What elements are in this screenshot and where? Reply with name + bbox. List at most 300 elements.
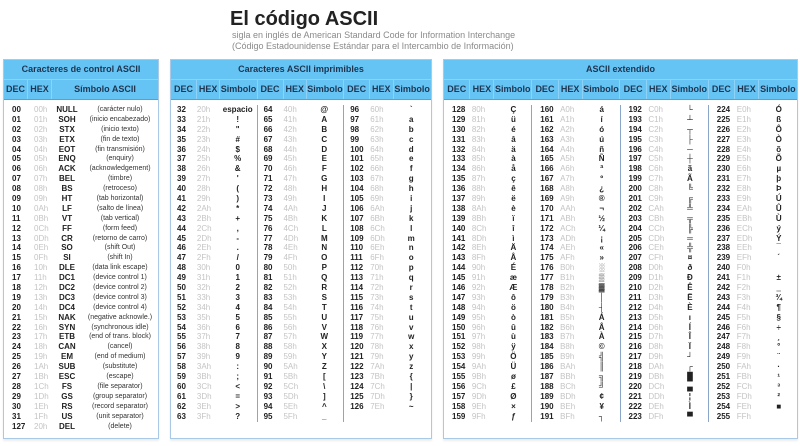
symbol-value: Ò [775,134,782,144]
table-row [532,263,619,273]
dec-value: 197 [628,154,642,164]
description-value: (acknowledgement) [89,165,151,173]
table-row [4,174,158,184]
dec-value: 101 [350,154,364,164]
hex-value: D3h [648,292,663,302]
dec-value: 201 [628,194,642,204]
dec-value: 129 [452,114,466,124]
table-row [344,352,431,362]
hex-value: D9h [648,352,663,362]
symbol-value: ┼ [687,154,693,164]
table-row [4,332,158,342]
table-row [258,332,344,342]
hex-value: D0h [648,263,663,273]
dec-value: 141 [452,233,466,243]
dec-value: 37 [177,154,186,164]
symbol-value: ▒ [598,273,605,283]
hex-value: DBh [648,372,664,382]
table-row [4,135,158,145]
dec-value: 255 [716,411,731,421]
symbol-value: k [408,213,414,223]
hex-value: 3Ch [196,381,212,391]
description-value: (delete) [108,422,132,430]
table-row [258,303,344,313]
hex-value: FEh [736,401,752,411]
hex-value: 47h [283,174,297,184]
hex-value: 83h [471,134,486,144]
table-row [709,313,797,323]
hex-value: FBh [736,372,752,382]
symbol-value: l [410,223,413,233]
table-row [532,352,619,362]
hex-value: E8h [736,184,751,194]
table-row [258,184,344,194]
symbol-value: US [61,411,73,421]
hex-value: 98h [471,342,486,352]
symbol-value: § [776,312,781,322]
table-row [532,145,619,155]
hex-value: 6Bh [370,213,385,223]
table-row [621,323,708,333]
dec-value: 162 [540,124,554,134]
symbol-value: ¿ [599,184,605,194]
col-header-hex: HEX [370,80,393,99]
dec-value: 128 [452,105,466,114]
symbol-value: ¨ [777,352,781,362]
symbol-value: E [321,154,327,164]
table-row [709,372,797,382]
table-row [621,352,708,362]
symbol-value: ´ [777,253,781,263]
dec-value: 21 [12,312,21,322]
description-value: (carácter nulo) [97,106,143,113]
hex-value: F7h [736,332,751,342]
dec-value: 123 [350,372,364,382]
hex-value: 36h [196,322,211,332]
dec-value: 131 [452,134,466,144]
hex-value: DFh [648,411,664,421]
dec-value: 239 [716,253,731,263]
table-row [532,303,619,313]
hex-value: 06h [34,164,48,174]
hex-value: BBh [560,372,576,382]
symbol-value: Z [321,362,327,372]
dec-value: 51 [177,292,186,302]
dec-value: 73 [263,194,273,204]
symbol-value: espacio [222,105,253,114]
table-row [444,382,531,392]
symbol-value: $ [235,144,240,154]
symbol-value: ▄ [687,381,693,391]
dec-value: 203 [628,213,642,223]
symbol-value: ¥ [599,401,604,411]
symbol-value: ┐ [598,411,605,421]
table-row [258,214,344,224]
dec-value: 229 [716,154,731,164]
dec-value: 176 [540,263,554,273]
description-value: (synchronous idle) [91,323,149,331]
dec-value: 86 [263,322,273,332]
dec-value: 158 [452,401,466,411]
hex-value: DEh [648,401,664,411]
table-row [344,174,431,184]
dec-value: 237 [716,233,731,243]
table-row [444,412,531,422]
dec-value: 64 [263,105,273,114]
hex-value: 3Fh [196,411,211,421]
dec-value: 184 [540,342,554,352]
symbol-value: ─ [687,144,693,154]
symbol-value: FS [61,381,73,391]
symbol-value: * [236,203,240,213]
symbol-value: Ë [687,292,693,302]
dec-value: 41 [177,194,186,204]
dec-value: 39 [177,174,186,184]
table-row [171,204,257,214]
extended-table-body [444,100,797,422]
hex-value: 64h [370,144,384,154]
table-row [621,105,708,115]
description-value: (tab vertical) [100,214,140,222]
symbol-value: & [234,164,241,174]
hex-value: 26h [196,164,211,174]
hex-value: 17h [34,332,48,342]
table-row [709,164,797,174]
hex-value: BCh [560,381,576,391]
hex-value: 4Bh [283,213,298,223]
table-row [4,362,158,372]
symbol-value: + [235,213,241,223]
col-header-symbol: Simbolo [760,84,796,94]
dec-value: 219 [628,372,642,382]
symbol-value: ETB [59,332,75,342]
dec-value: 206 [628,243,642,253]
col-header-dec: DEC [344,80,370,99]
hex-value: 13h [34,292,48,302]
symbol-value: à [511,154,516,164]
symbol-value: ¤ [687,253,693,263]
hex-value: 85h [471,154,486,164]
dec-value: 242 [716,283,731,293]
hex-value: 7Eh [370,401,385,411]
symbol-value: Y [321,352,327,362]
symbol-value: ì [512,233,515,243]
hex-value: B8h [560,342,575,352]
table-row [344,145,431,155]
dec-value: 97 [350,114,360,124]
hex-value: 14h [34,302,48,312]
hex-value: DCh [648,381,665,391]
dec-value: 132 [452,144,466,154]
description-value: (shift In) [107,254,133,262]
symbol-value: x [408,342,414,352]
dec-value: 186 [540,362,554,372]
hex-value: 3Bh [196,372,212,382]
table-row [171,273,257,283]
dec-value: 45 [177,233,186,243]
table-row [532,382,619,392]
dec-value: 12 [12,223,21,233]
dec-value: 00 [12,105,21,114]
symbol-value: _ [322,411,327,421]
symbol-value: s [408,292,414,302]
symbol-value: è [511,203,516,213]
table-row [4,263,158,273]
dec-value: 181 [540,312,554,322]
control-characters-table [3,59,159,439]
table-row [344,194,431,204]
table-row [344,273,431,283]
dec-value: 211 [628,292,642,302]
hex-value: 6Ch [370,223,385,233]
dec-value: 195 [628,134,642,144]
dec-value: 100 [350,144,364,154]
hex-value: 8Bh [471,213,487,223]
dec-value: 92 [263,381,273,391]
symbol-value: d [408,144,414,154]
table-row [532,234,619,244]
table-row [4,253,158,263]
col-header-hex: HEX [470,80,494,99]
extended-table-header [444,80,797,100]
hex-value: 2Bh [196,213,212,223]
hex-value: 3Ah [196,362,212,372]
symbol-value: 5 [235,312,240,322]
hex-value: 99h [471,352,486,362]
symbol-value: [ [322,372,326,382]
symbol-value: Ó [775,105,782,114]
description-value: (device control 4) [93,303,147,311]
dec-value: 170 [540,203,554,213]
col-header-dec: DEC [258,80,284,99]
dec-value: 254 [716,401,731,411]
table-row [258,362,344,372]
table-row [344,253,431,263]
hex-value: BAh [560,362,576,372]
dec-value: 28 [12,381,21,391]
table-row [444,214,531,224]
symbol-value: ý [776,223,781,233]
dec-value: 10 [12,203,21,213]
dec-value: 126 [350,401,364,411]
dec-value: 165 [540,154,554,164]
hex-value: 42h [283,124,297,134]
dec-value: 79 [263,253,273,263]
dec-value: 38 [177,164,186,174]
symbol-value: 3 [235,292,240,302]
symbol-value: I [323,194,326,204]
hex-value: B3h [560,292,575,302]
table-row [709,135,797,145]
symbol-value: ╣ [598,352,605,362]
table-row [621,303,708,313]
table-row [709,273,797,283]
hex-value: 1Eh [34,401,49,411]
hex-value: 16h [34,322,48,332]
dec-value: 240 [716,263,731,273]
hex-value: 40h [283,105,297,114]
dec-value: 246 [716,322,731,332]
symbol-value [761,412,797,422]
hex-value: 71h [370,273,384,283]
dec-value: 215 [628,332,642,342]
hex-value: EAh [736,203,752,213]
symbol-value: , [236,223,239,233]
symbol-value: ╗ [598,372,605,382]
table-row [709,243,797,253]
hex-value: C1h [648,114,663,124]
symbol-value: O [321,253,328,263]
symbol-value: 4 [235,302,240,312]
symbol-value: DC2 [58,283,75,293]
hex-value: 6Ah [370,203,385,213]
symbol-value: Ç [510,105,517,114]
symbol-value: Â [598,322,605,332]
col-header-hex: HEX [197,80,220,99]
table-row [4,234,158,244]
dec-value: 218 [628,362,642,372]
dec-value: 160 [540,105,554,114]
table-row [532,332,619,342]
symbol-value: ╬ [687,243,693,253]
description-value: (salto de línea) [96,204,144,212]
hex-value: D5h [648,312,663,322]
extended-column-4 [709,105,797,422]
symbol-value: 7 [235,332,240,342]
table-row [171,214,257,224]
symbol-value: ╚ [687,184,693,194]
hex-value: E7h [736,174,751,184]
symbol-value: V [321,322,327,332]
dec-value: 54 [177,322,186,332]
dec-value: 182 [540,322,554,332]
col-header-symbol: Simbolo [220,80,257,99]
table-row [621,135,708,145]
symbol-value: U [321,312,328,322]
table-row [621,283,708,293]
table-row [444,283,531,293]
hex-value: B7h [560,332,575,342]
hex-value: B0h [560,263,575,273]
table-row [4,372,158,382]
symbol-value: Ý [776,233,782,243]
table-row [344,402,431,412]
table-row [171,174,257,184]
table-row [532,125,619,135]
table-row [444,154,531,164]
col-header-hex: HEX [559,80,583,99]
symbol-value: │ [599,292,605,302]
dec-value: 198 [628,164,642,174]
symbol-value: # [235,134,240,144]
hex-value: ACh [560,223,576,233]
table-row [444,303,531,313]
hex-value: 44h [283,144,297,154]
table-row [4,273,158,283]
table-row [709,174,797,184]
dec-value: 164 [540,144,554,154]
dec-value: 33 [177,114,186,124]
dec-value: 193 [628,114,642,124]
symbol-value: NULL [56,105,78,114]
dec-value: 183 [540,332,554,342]
symbol-value: Ø [510,391,517,401]
dec-value: 207 [628,253,642,263]
hex-value: 5Dh [283,391,299,401]
description-value: (inicio encabezado) [89,115,151,123]
dec-value: 187 [540,372,554,382]
symbol-value: 2 [235,283,240,293]
table-row [621,204,708,214]
dec-value: 144 [452,263,466,273]
description-value: (retroceso) [103,185,137,193]
symbol-value [761,263,797,273]
symbol-value: w [408,332,415,342]
dec-value: 244 [716,302,731,312]
hex-value: 4Dh [283,233,299,243]
hex-value: F3h [736,292,751,302]
dec-value: 11 [12,213,21,223]
dec-value: 227 [716,134,731,144]
table-row [532,154,619,164]
description-value: (file separator) [97,382,143,390]
symbol-value: 9 [235,352,240,362]
table-row [344,392,431,402]
dec-value: 80 [263,263,273,273]
symbol-value: % [234,154,242,164]
symbol-value: DLE [59,263,75,273]
hex-value: A5h [560,154,575,164]
hex-value: 04h [34,144,48,154]
dec-value: 152 [452,342,466,352]
table-row [709,125,797,135]
table-row [532,372,619,382]
hex-value: 21h [196,114,211,124]
symbol-value: 6 [235,322,240,332]
hex-value: 28h [196,184,211,194]
dec-value: 47 [177,253,186,263]
table-row [621,174,708,184]
symbol-value: ACK [58,164,76,174]
table-row [171,135,257,145]
table-row [532,105,619,115]
dec-value: 15 [12,253,21,263]
table-row [4,214,158,224]
symbol-value: ` [409,105,413,114]
dec-value: 223 [628,411,642,421]
control-table-title: Caracteres de control ASCII [4,60,158,80]
dec-value: 90 [263,362,273,372]
symbol-value: Þ [776,184,782,194]
table-row [444,243,531,253]
table-row [4,412,158,422]
hex-value: E6h [736,164,751,174]
symbol-value: Q [321,273,328,283]
table-row [444,145,531,155]
symbol-value: D [321,144,328,154]
dec-value: 93 [263,391,273,401]
hex-value: 34h [196,302,211,312]
table-row [4,154,158,164]
dec-value: 48 [177,263,186,273]
col-header-dec: DEC [532,80,558,99]
dec-value: 173 [540,233,554,243]
dec-value: 99 [350,134,360,144]
table-row [344,164,431,174]
symbol-value: ø [510,372,516,382]
dec-value: 111 [350,253,363,263]
dec-value: 04 [12,144,21,154]
